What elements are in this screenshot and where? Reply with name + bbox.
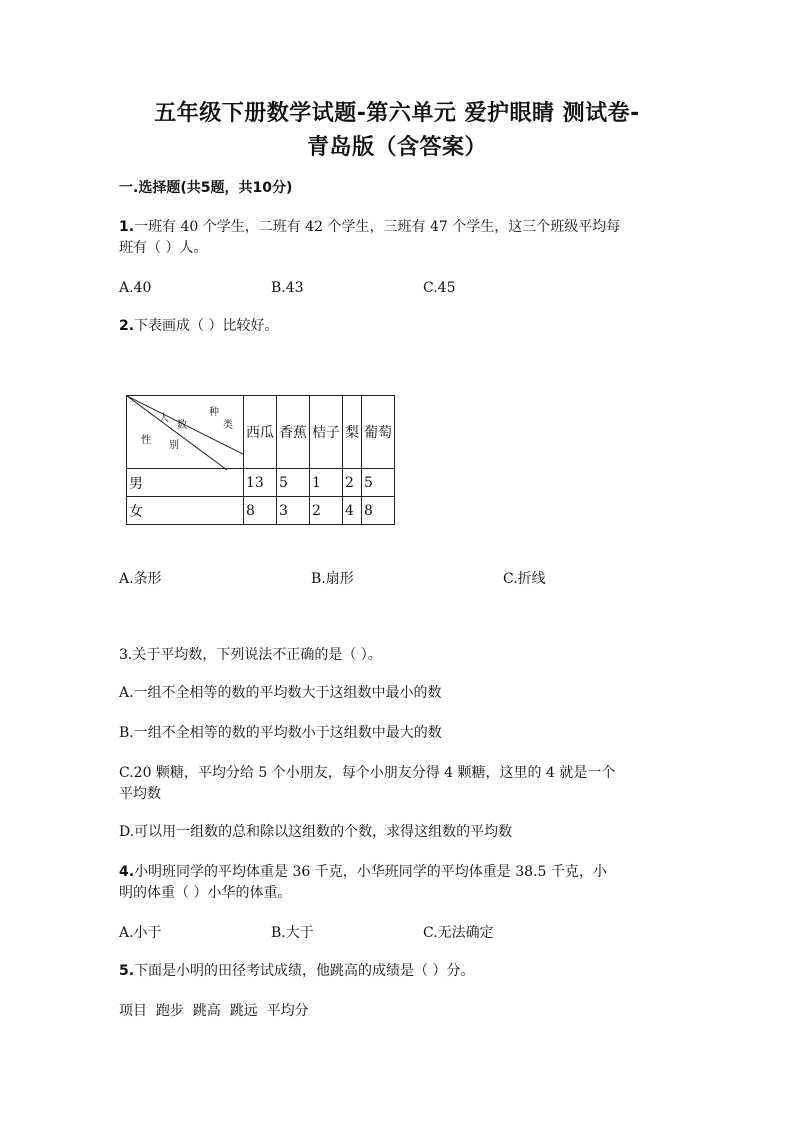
table-corner-header — [127, 396, 244, 469]
q2-option-c[interactable]: C.折线 — [503, 571, 546, 587]
fruit-preference-table — [126, 395, 395, 525]
table-cell: 1 — [310, 469, 343, 497]
question-text: 下表画成（ ）比较好。 — [134, 318, 279, 334]
column-header: 西瓜 — [244, 396, 277, 469]
corner-label: 别 — [169, 440, 179, 451]
table-cell: 5 — [277, 469, 310, 497]
question-2 — [119, 316, 279, 336]
question-text: 小明班同学的平均体重是 36 千克，小华班同学的平均体重是 38.5 千克，小 — [134, 864, 607, 880]
table-cell: 4 — [343, 497, 362, 525]
question-4-line-1 — [119, 862, 607, 882]
question-text: 下面是小明的田径考试成绩，他跳高的成绩是（ ）分。 — [134, 963, 475, 979]
q5-table-header: 项目 跑步 跳高 跳远 平均分 — [119, 1003, 309, 1019]
q1-option-a[interactable]: A.40 — [119, 280, 152, 296]
row-header: 男 — [127, 469, 244, 497]
q4-option-a[interactable]: A.小于 — [119, 925, 162, 941]
question-5 — [119, 961, 475, 981]
table-row — [127, 497, 395, 525]
table-cell: 3 — [277, 497, 310, 525]
corner-label: 种 — [209, 407, 219, 418]
corner-diagonal-lines — [127, 396, 243, 470]
q3-option-c-line-2[interactable]: 平均数 — [119, 786, 161, 802]
column-header: 梨 — [343, 396, 362, 469]
question-1-line-1 — [119, 217, 620, 237]
corner-label: 性 — [141, 435, 151, 446]
column-header: 葡萄 — [362, 396, 395, 469]
question-3: 3.关于平均数，下列说法不正确的是（ ）。 — [119, 647, 382, 663]
q3-option-d[interactable]: D.可以用一组数的总和除以这组数的个数，求得这组数的平均数 — [119, 824, 513, 840]
q4-option-b[interactable]: B.大于 — [271, 925, 314, 941]
question-number: 1. — [119, 219, 135, 235]
q1-option-b[interactable]: B.43 — [271, 280, 304, 296]
table-cell: 5 — [362, 469, 395, 497]
table-cell: 8 — [244, 497, 277, 525]
q2-option-a[interactable]: A.条形 — [119, 571, 162, 587]
question-number: 2. — [119, 318, 135, 334]
question-1-line-2: 班有（ ）人。 — [119, 240, 208, 256]
question-4-line-2: 明的体重（ ）小华的体重。 — [119, 885, 292, 901]
title-line-1: 五年级下册数学试题-第六单元 爱护眼睛 测试卷- — [154, 101, 640, 126]
table-row — [127, 469, 395, 497]
corner-label: 类 — [223, 420, 233, 431]
row-header: 女 — [127, 497, 244, 525]
q3-option-c-line-1[interactable]: C.20 颗糖，平均分给 5 个小朋友，每个小朋友分得 4 颗糖，这里的 4 就是一个 — [119, 765, 616, 781]
q2-option-b[interactable]: B.扇形 — [311, 571, 354, 587]
column-header: 香蕉 — [277, 396, 310, 469]
corner-label: 人 — [159, 413, 169, 424]
section-heading: 一.选择题(共5题，共10分) — [119, 180, 293, 196]
q4-option-c[interactable]: C.无法确定 — [423, 925, 494, 941]
question-number: 4. — [119, 864, 135, 880]
question-text: 一班有 40 个学生，二班有 42 个学生，三班有 47 个学生，这三个班级平均每 — [134, 219, 621, 235]
column-header: 桔子 — [310, 396, 343, 469]
question-number: 5. — [119, 963, 135, 979]
corner-label: 数 — [177, 420, 187, 431]
table-cell: 13 — [244, 469, 277, 497]
table-cell: 2 — [310, 497, 343, 525]
table-cell: 8 — [362, 497, 395, 525]
q3-option-b[interactable]: B.一组不全相等的数的平均数小于这组数中最大的数 — [119, 725, 442, 741]
q1-option-c[interactable]: C.45 — [423, 280, 456, 296]
title-line-2: 青岛版（含答案） — [306, 135, 487, 160]
table-cell: 2 — [343, 469, 362, 497]
q3-option-a[interactable]: A.一组不全相等的数的平均数大于这组数中最小的数 — [119, 685, 442, 701]
